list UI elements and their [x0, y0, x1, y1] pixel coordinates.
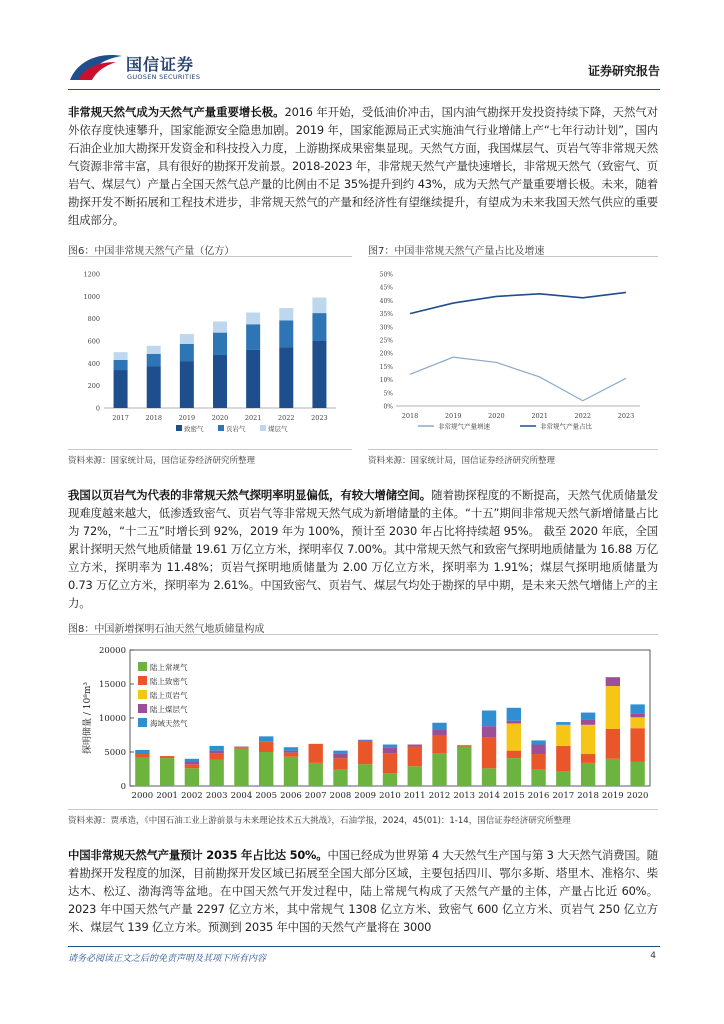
fig8-legend-label: 陆上页岩气 — [150, 691, 188, 700]
paragraph-2035-forecast — [68, 846, 658, 936]
fig8-y-tick: 5000 — [104, 748, 126, 758]
fig8-bar-segment-0 — [408, 766, 422, 786]
fig8-bar-segment-0 — [358, 764, 372, 786]
fig8-bar-segment-0 — [482, 768, 496, 786]
fig7-y-tick: 35% — [379, 311, 393, 319]
fig8-bar-segment-2 — [556, 725, 570, 746]
fig8-y-axis-label: 探明储量 / 10⁸m³ — [83, 682, 93, 754]
footer-rule — [68, 946, 660, 947]
fig8-bar-segment-0 — [234, 749, 248, 786]
fig6-bottom-rule — [68, 449, 352, 450]
fig8-bar-segment-3 — [606, 677, 620, 686]
fig7-y-tick: 50% — [379, 271, 393, 279]
fig8-bar-segment-1 — [556, 746, 570, 771]
fig8-bar-segment-1 — [259, 742, 273, 752]
fig6-bar-tight — [114, 370, 128, 408]
fig6-source: 资料来源：国家统计局，国信证券经济研究所整理 — [68, 456, 256, 466]
paragraph-discovery-rate — [68, 486, 658, 612]
para3-body: 中国已经成为世界第 4 大天然气生产国与第 3 大天然气消费国。随着勘探开发程度的加深，目前勘探开发区域已拓展至全国大部分区域，主要包括四川、鄂尔多斯、塔里木、准格尔、柴达木、松辽、渤海湾等盆地。在中国天然气开发过程中，陆上常规气构成了天然气产量的主体，产量占比近 60%。2023 年中国天然气产量 2297 亿立方米，其中常规气 1308 亿立方米、致密气 600 亿立方米、页岩气 250 亿立方米、煤层气 139 亿立方米。预测到 2035 年中国的天然气产量将在 3000 — [68, 848, 658, 934]
fig7-title-rule — [368, 256, 658, 257]
fig6-legend-swatch — [260, 425, 266, 431]
fig8-bar-segment-1 — [482, 738, 496, 769]
fig8-y-tick: 10000 — [98, 714, 126, 724]
fig6-y-tick: 400 — [87, 359, 100, 368]
fig8-legend-swatch — [138, 718, 147, 727]
fig6-y-tick: 800 — [87, 315, 100, 324]
fig8-bar-segment-0 — [531, 769, 545, 786]
fig8-bar-segment-4 — [507, 708, 521, 721]
fig7-y-tick: 15% — [379, 363, 393, 371]
fig8-bar-segment-3 — [408, 745, 422, 747]
fig7-line-share — [410, 292, 626, 313]
fig8-bar-segment-2 — [630, 717, 644, 728]
fig6-bar-shale — [114, 360, 128, 370]
fig7-line-growth — [410, 357, 626, 401]
fig6-x-tick: 2020 — [211, 414, 229, 422]
fig8-bar-segment-0 — [209, 759, 223, 786]
fig6-bar-shale — [279, 320, 293, 347]
fig7-y-tick: 25% — [379, 337, 393, 345]
fig8-bar-segment-4 — [581, 713, 595, 720]
fig8-bar-segment-3 — [432, 730, 446, 735]
fig8-bar-segment-1 — [284, 753, 298, 757]
fig6-bar-shale — [180, 344, 194, 361]
fig6-bar-tight — [312, 341, 326, 408]
fig7-x-tick: 2018 — [401, 412, 419, 420]
fig6-x-tick: 2018 — [145, 414, 162, 422]
fig8-legend-swatch — [138, 662, 147, 671]
fig8-bar-segment-0 — [581, 763, 595, 786]
fig6-legend-label: 页岩气 — [226, 425, 246, 433]
fig6-chart — [68, 262, 352, 448]
fig7-source: 资料来源：国家统计局，国信证券经济研究所整理 — [368, 456, 556, 466]
fig8-title-rule — [68, 634, 658, 635]
para3-lead: 中国非常规天然气产量预计 2035 年占比达 50%。 — [68, 848, 328, 862]
fig8-bar-segment-3 — [209, 751, 223, 754]
fig8-bar-segment-1 — [408, 747, 422, 767]
fig6-legend-label: 煤层气 — [268, 425, 288, 433]
fig6-x-tick: 2023 — [311, 414, 328, 422]
fig8-x-tick: 2007 — [304, 791, 327, 801]
fig6-x-tick: 2022 — [278, 414, 295, 422]
fig6-x-tick: 2021 — [244, 414, 262, 422]
fig8-bar-segment-1 — [185, 764, 199, 768]
fig8-bar-segment-0 — [333, 770, 347, 786]
fig8-legend-label: 陆上常规气 — [150, 663, 188, 672]
fig8-bar-segment-4 — [135, 750, 149, 754]
fig8-bar-segment-3 — [630, 714, 644, 717]
fig6-legend-label: 致密气 — [184, 425, 204, 433]
fig8-y-tick: 15000 — [98, 680, 126, 690]
logo-english: GUOSEN SECURITIES — [127, 73, 201, 81]
para1-body: 2016 年开始，受低油价冲击，国内油气勘探开发投资持续下降，天然气对外依存度快速攀升，国家能源安全隐患加剧。2019 年，国家能源局正式实施油气行业增储上产“七年行动计划”，国内石油企业加大勘探开发资金和科技投入力度，上游勘探成果密集显现。天然气方面，我国煤层气、页岩气等非常规天然气资源非常丰富，具有很好的勘探开发前景。2018-2023 年，非常规天然气产量快速增长，非常规天然气（致密气、页岩气、煤层气）产量占全国天然气总产量的比例由不足 35%提升到约 43%，成为天然气产量重要增长极。未来，随着勘探开发不断拓展和工程技术进步，非常规天然气的产量和经济性有望继续提升，有望成为未来我国天然气供应的重要组成部分。 — [68, 105, 658, 227]
fig8-bar-segment-1 — [606, 729, 620, 759]
fig7-x-tick: 2023 — [617, 412, 635, 420]
fig6-title: 图6：中国非常规天然气产量（亿方） — [68, 246, 235, 257]
fig8-bar-segment-4 — [209, 746, 223, 751]
fig6-bar-cbm — [312, 298, 326, 314]
fig8-bar-segment-0 — [432, 753, 446, 786]
fig8-bar-segment-1 — [383, 753, 397, 773]
fig7-chart — [368, 262, 658, 448]
fig8-x-tick: 2000 — [131, 791, 154, 801]
fig7-bottom-rule — [368, 449, 658, 450]
fig6-legend-swatch — [218, 425, 224, 431]
paragraph-unconventional-growth — [68, 103, 658, 229]
fig8-legend-label: 陆上煤层气 — [150, 705, 188, 714]
fig8-bar-segment-4 — [284, 747, 298, 750]
fig6-bar-cbm — [213, 321, 227, 332]
fig8-bar-segment-1 — [234, 747, 248, 748]
fig8-bar-segment-0 — [309, 763, 323, 786]
header-rule — [68, 89, 660, 90]
fig6-x-tick: 2019 — [178, 414, 196, 422]
fig8-x-tick: 2019 — [602, 791, 624, 801]
fig8-bar-segment-4 — [531, 740, 545, 744]
fig8-x-tick: 2013 — [453, 791, 476, 801]
fig8-bar-segment-3 — [482, 726, 496, 738]
fig6-bar-cbm — [246, 313, 260, 325]
report-type: 证券研究报告 — [587, 64, 660, 78]
fig8-bar-segment-3 — [234, 747, 248, 748]
fig8-bar-segment-0 — [160, 758, 174, 786]
fig8-title: 图8：中国新增探明石油天然气地质储量构成 — [68, 624, 265, 635]
fig7-y-tick: 30% — [379, 324, 393, 332]
fig8-bar-segment-2 — [507, 723, 521, 750]
fig7-x-tick: 2020 — [488, 412, 505, 420]
fig6-bar-tight — [279, 347, 293, 408]
fig8-bar-segment-3 — [185, 762, 199, 765]
fig6-y-tick: 1000 — [83, 292, 100, 301]
fig6-bar-tight — [180, 361, 194, 408]
para2-body: 随着勘探程度的不断提高，天然气优质储量发现难度越来越大，低渗透致密气、页岩气等非常规天然气成为新增储量的主体。“十五”期间非常规天然气新增储量占比为 72%，“十二五”时增长到 92%，2019 年为 100%，预计至 2030 年占比将持续超 95%。 截至 2020 年底，全国累计探明天然气地质储量 19.61 万亿立方米，探明率仅 7.00%。其中常规天然气和致密气探明地质储量为 16.88 万亿立方米，探明率为 11.48%；页岩气探明地质储量为 2.00 万亿立方米，探明率为 1.91%；煤层气探明地质储量为 0.73 万亿立方米，探明率为 2.61%。中国致密气、页岩气、煤层气均处于勘探的早中期，是未来天然气增储上产的主力。 — [68, 488, 658, 610]
fig8-bar-segment-3 — [284, 751, 298, 753]
para2-lead: 我国以页岩气为代表的非常规天然气探明率明显偏低，有较大增储空间。 — [68, 488, 432, 502]
fig8-x-tick: 2006 — [280, 791, 302, 801]
footer-disclaimer: 请务必阅读正文之后的免责声明及其项下所有内容 — [68, 954, 267, 964]
para1-lead: 非常规天然气成为天然气产量重要增长极。 — [68, 105, 285, 119]
guosen-logo-icon — [68, 50, 124, 84]
fig8-bar-segment-0 — [630, 762, 644, 786]
fig8-bar-segment-1 — [531, 754, 545, 769]
fig8-chart — [68, 640, 658, 808]
fig8-legend-label: 海域天然气 — [150, 719, 188, 728]
fig8-bar-segment-3 — [581, 719, 595, 724]
fig8-x-tick: 2009 — [354, 791, 377, 801]
fig6-bar-tight — [147, 366, 161, 408]
fig6-bar-cbm — [180, 334, 194, 344]
fig8-bar-segment-3 — [358, 740, 372, 741]
fig8-bar-segment-1 — [507, 751, 521, 758]
fig8-bar-segment-4 — [358, 740, 372, 741]
fig8-bottom-rule — [68, 809, 658, 810]
fig6-y-tick: 1200 — [83, 270, 100, 279]
fig8-x-tick: 2015 — [502, 791, 525, 801]
fig8-bar-segment-0 — [606, 759, 620, 786]
fig8-bar-segment-4 — [383, 745, 397, 748]
fig7-legend-label: 非常规气产量增速 — [438, 422, 490, 431]
fig8-bar-segment-4 — [259, 736, 273, 741]
fig8-x-tick: 2005 — [255, 791, 278, 801]
logo-chinese: 国信证券 — [126, 55, 195, 74]
fig6-bar-cbm — [279, 308, 293, 320]
fig7-x-tick: 2021 — [531, 412, 548, 420]
fig8-bar-segment-1 — [135, 754, 149, 757]
fig8-bar-segment-0 — [284, 757, 298, 786]
fig8-bar-segment-1 — [581, 754, 595, 763]
fig8-x-tick: 2014 — [478, 791, 500, 801]
fig8-bar-segment-0 — [457, 747, 471, 786]
fig8-bar-segment-0 — [259, 752, 273, 786]
fig8-bar-segment-0 — [507, 758, 521, 786]
fig6-bar-shale — [147, 354, 161, 366]
fig8-bar-segment-3 — [507, 721, 521, 724]
fig8-x-tick: 2001 — [156, 791, 178, 801]
header — [68, 48, 660, 88]
fig8-bar-segment-0 — [383, 773, 397, 786]
fig8-bar-segment-4 — [185, 759, 199, 762]
fig8-x-tick: 2011 — [403, 791, 426, 801]
fig8-x-tick: 2004 — [230, 791, 253, 801]
fig8-bar-segment-2 — [606, 686, 620, 729]
fig7-y-tick: 0% — [383, 403, 393, 411]
fig6-bar-tight — [213, 355, 227, 408]
fig8-x-tick: 2012 — [428, 791, 451, 801]
fig8-bar-segment-4 — [630, 704, 644, 714]
fig6-bar-shale — [246, 324, 260, 350]
fig8-bar-segment-1 — [630, 728, 644, 761]
fig8-bar-segment-1 — [209, 753, 223, 759]
fig8-bar-segment-4 — [432, 723, 446, 730]
fig7-title: 图7：中国非常规天然气产量占比及增速 — [368, 246, 545, 257]
fig6-y-tick: 600 — [87, 337, 100, 346]
fig8-bar-segment-1 — [160, 756, 174, 758]
fig8-bar-segment-3 — [383, 747, 397, 753]
fig8-source: 资料来源：贾承造，《中国石油工业上游前景与未来理论技术五大挑战》，石油学报，2024，45(01)：1-14，国信证券经济研究所整理 — [68, 816, 571, 826]
fig7-legend-label: 非常规气产量占比 — [540, 422, 592, 431]
page-number: 4 — [650, 951, 656, 961]
fig7-y-tick: 10% — [379, 377, 393, 385]
fig8-bar-segment-0 — [185, 768, 199, 786]
fig7-x-tick: 2019 — [444, 412, 462, 420]
fig7-y-tick: 45% — [379, 284, 393, 292]
fig6-bar-tight — [246, 350, 260, 408]
fig8-bar-segment-4 — [482, 711, 496, 727]
fig8-bar-segment-3 — [531, 745, 545, 755]
fig8-legend-label: 陆上致密气 — [150, 677, 188, 686]
fig8-legend-swatch — [138, 704, 147, 713]
fig6-bar-shale — [312, 313, 326, 341]
fig8-x-tick: 2017 — [552, 791, 575, 801]
fig6-title-rule — [68, 256, 352, 257]
fig8-bar-segment-4 — [333, 751, 347, 754]
fig8-bar-segment-3 — [333, 753, 347, 758]
fig8-bar-segment-2 — [581, 725, 595, 754]
fig8-x-tick: 2016 — [527, 791, 550, 801]
fig8-bar-segment-1 — [333, 758, 347, 770]
fig6-bar-cbm — [114, 352, 128, 360]
fig8-y-tick: 20000 — [98, 646, 126, 656]
fig8-legend-swatch — [138, 676, 147, 685]
fig8-x-tick: 2020 — [626, 791, 649, 801]
fig6-bar-cbm — [147, 346, 161, 354]
fig7-y-tick: 5% — [383, 390, 393, 398]
fig8-bar-segment-4 — [556, 722, 570, 725]
fig8-x-tick: 2010 — [379, 791, 401, 801]
fig8-bar-segment-1 — [358, 742, 372, 764]
fig8-x-tick: 2003 — [205, 791, 228, 801]
fig8-x-tick: 2002 — [181, 791, 203, 801]
fig8-y-tick: 0 — [120, 782, 126, 792]
fig6-x-tick: 2017 — [112, 414, 129, 422]
fig6-y-tick: 0 — [95, 404, 100, 413]
fig7-y-tick: 40% — [379, 297, 393, 305]
fig6-y-tick: 200 — [87, 382, 100, 391]
fig8-x-tick: 2008 — [329, 791, 352, 801]
fig7-x-tick: 2022 — [574, 412, 592, 420]
fig6-legend-swatch — [176, 425, 182, 431]
fig8-bar-segment-0 — [556, 771, 570, 786]
fig8-x-tick: 2018 — [577, 791, 599, 801]
fig8-bar-segment-1 — [309, 744, 323, 763]
fig6-bar-shale — [213, 333, 227, 355]
fig7-y-tick: 20% — [379, 350, 393, 358]
fig8-bar-segment-1 — [432, 735, 446, 753]
fig8-legend-swatch — [138, 690, 147, 699]
fig8-bar-segment-0 — [135, 757, 149, 786]
fig8-bar-segment-1 — [457, 745, 471, 746]
